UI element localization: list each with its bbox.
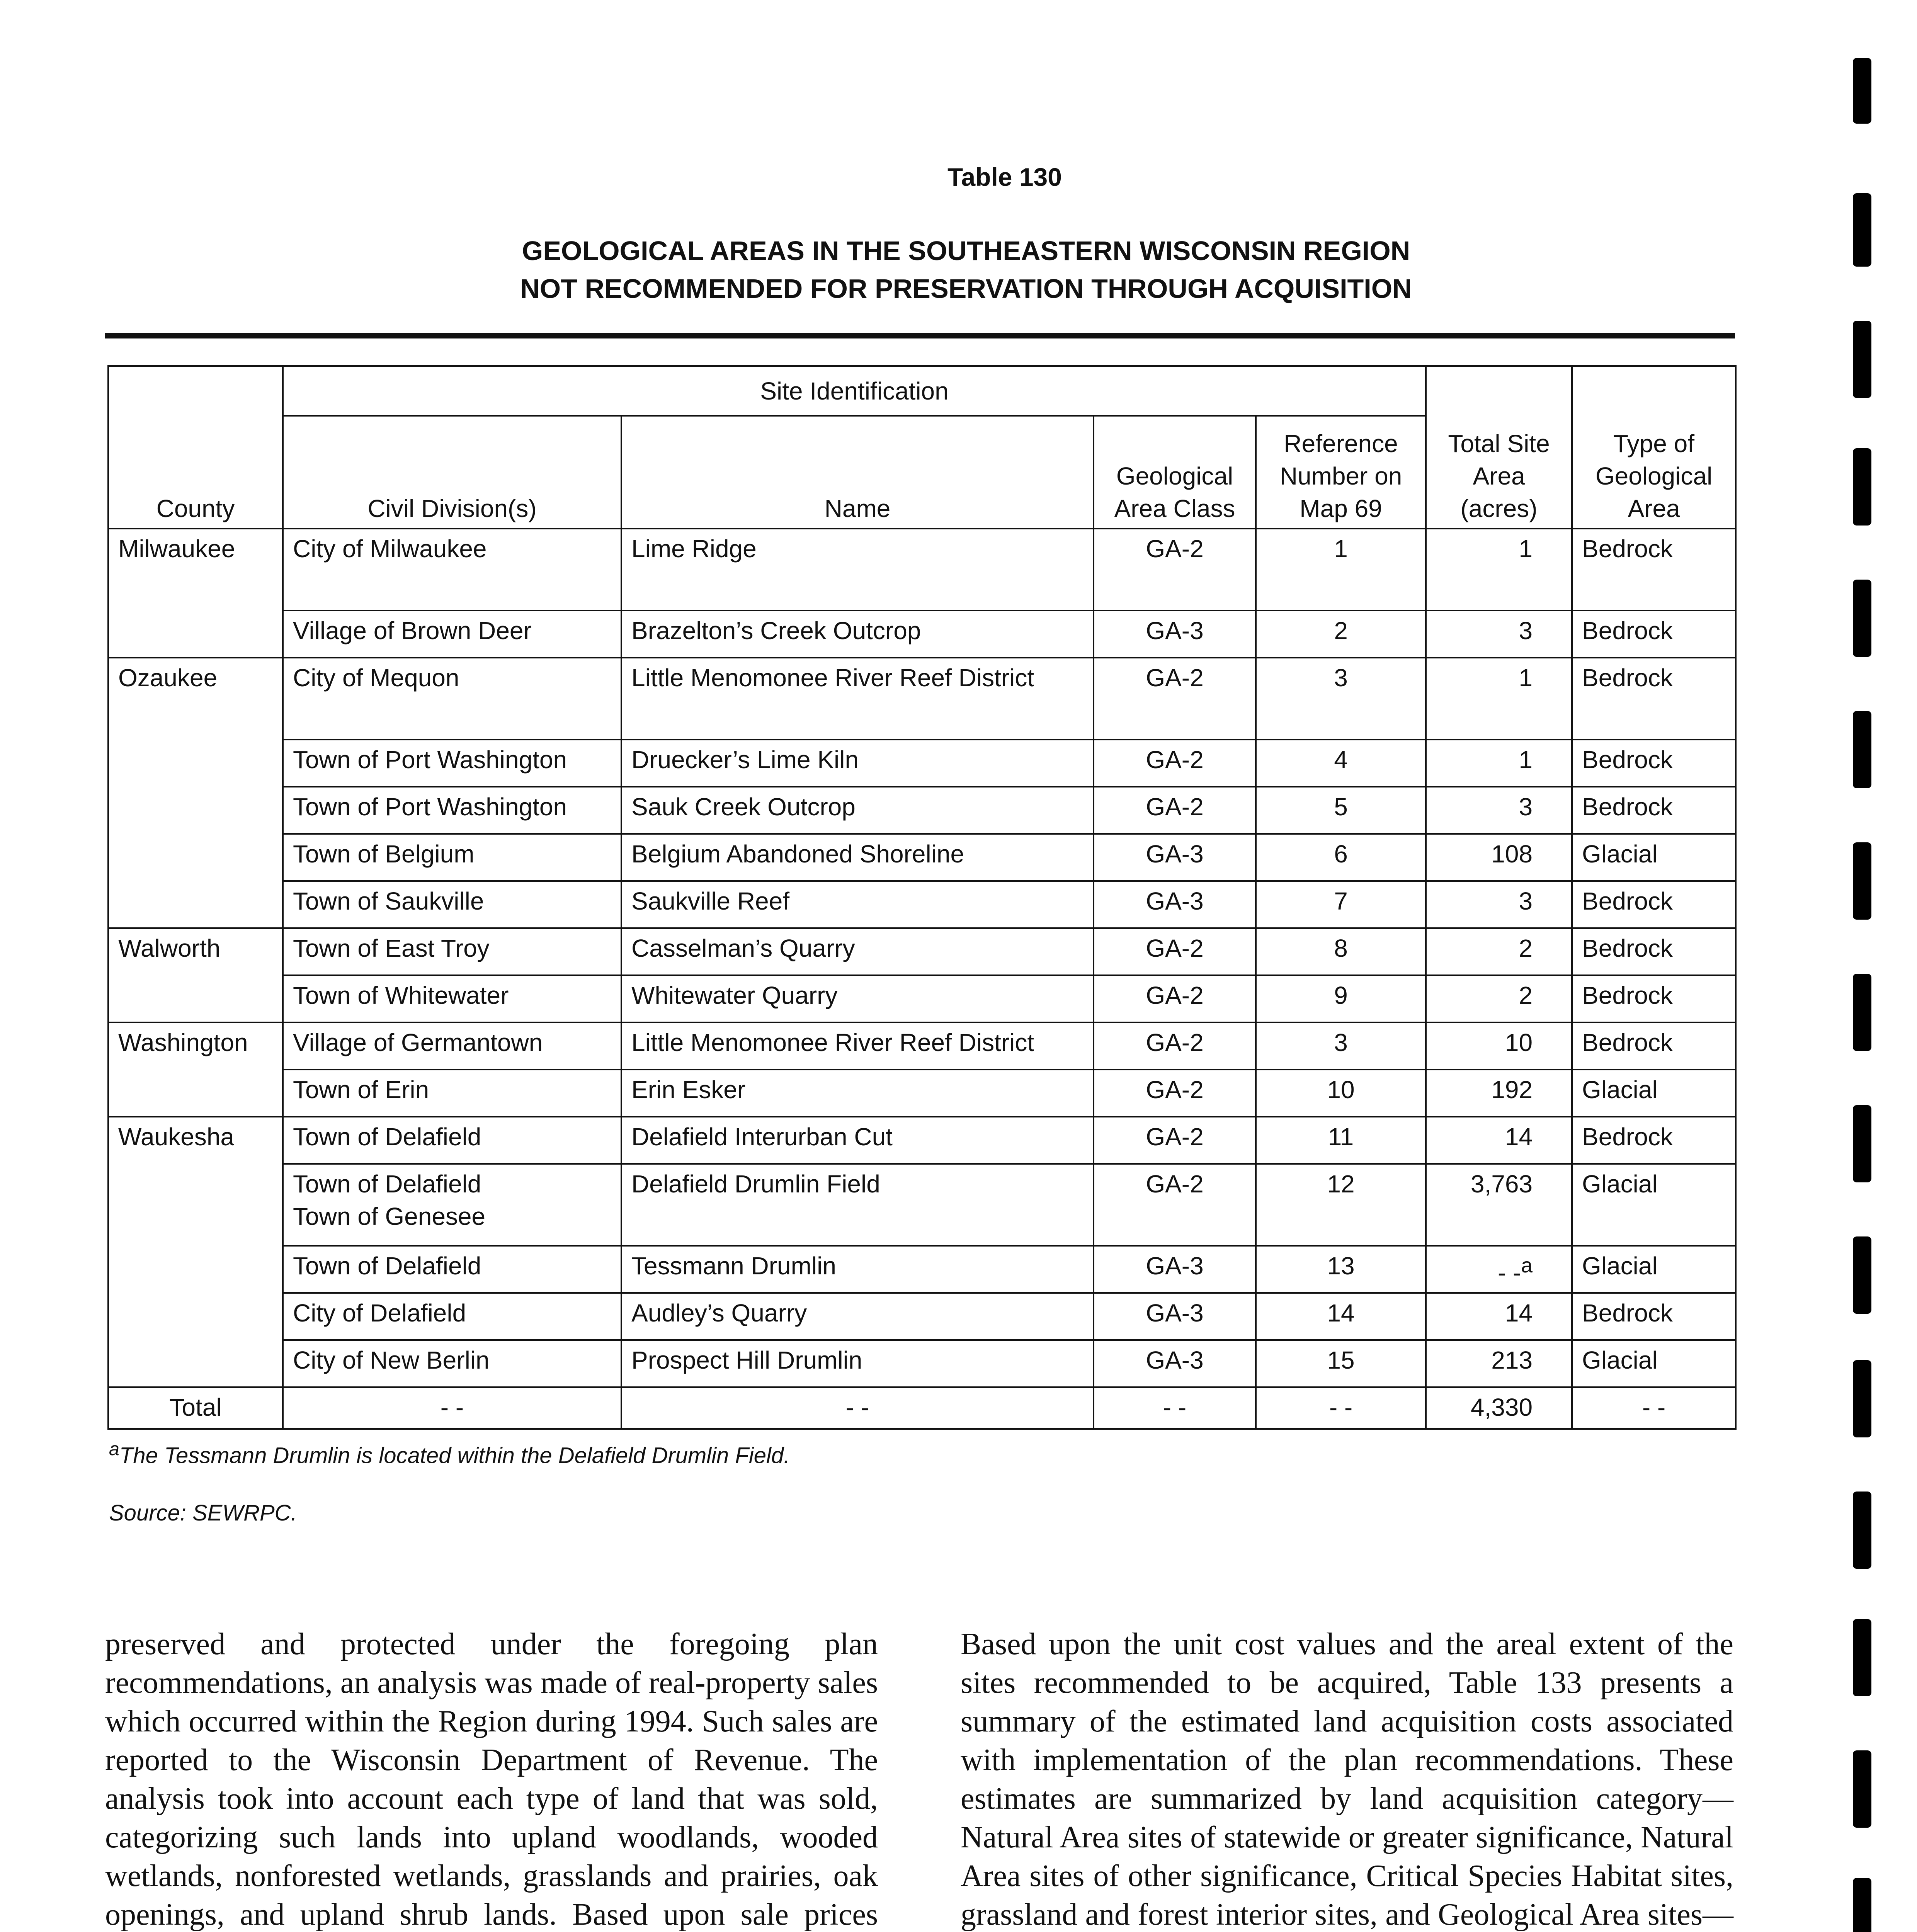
- title-rule: [105, 333, 1735, 338]
- cell-class: GA-2: [1094, 928, 1256, 975]
- table-footnote: [109, 1438, 790, 1468]
- header-site-identification: Site Identification: [283, 366, 1426, 416]
- cell-ref: 5: [1256, 787, 1426, 834]
- cell-area: 3: [1426, 881, 1572, 928]
- cell-county: [108, 611, 283, 658]
- cell-county: [108, 787, 283, 834]
- paragraph: preserved and protected under the foregoing plan recommendations, an analysis was made of real-property sales which occurred within the Region during 1994. Such sales are reported to the Wisconsin Department of Revenue. The analysis took into account each type of land that was sold, categorizing such lands into upland woodlands, wooded wetlands, nonforested wetlands, grasslands and prairies, oak openings, and upland shrub lands. Based upon sale prices: [105, 1627, 878, 1932]
- cell-ref: 4: [1256, 740, 1426, 787]
- header-site-area: Total Site Area (acres): [1426, 366, 1572, 529]
- cell-type: Bedrock: [1572, 740, 1736, 787]
- cell-area: 213: [1426, 1340, 1572, 1387]
- table-title-line-1: GEOLOGICAL AREAS IN THE SOUTHEASTERN WISCONSIN REGION: [522, 236, 1410, 266]
- cell-civil-line-2: Town of Genesee: [293, 1202, 486, 1230]
- cell-class: GA-3: [1094, 834, 1256, 881]
- cell-area: 1: [1426, 740, 1572, 787]
- table-row: [108, 1340, 1736, 1387]
- cell-name: Little Menomonee River Reef District: [621, 1022, 1094, 1070]
- scan-edge-mark: [1853, 58, 1871, 124]
- cell-name: Sauk Creek Outcrop: [621, 787, 1094, 834]
- cell-type: Bedrock: [1572, 1293, 1736, 1340]
- cell-name: Belgium Abandoned Shoreline: [621, 834, 1094, 881]
- cell-county: [108, 1246, 283, 1293]
- cell-ref: 13: [1256, 1246, 1426, 1293]
- table-row: [108, 1164, 1736, 1246]
- table-number: Table 130: [947, 163, 1062, 191]
- total-class: - -: [1094, 1387, 1256, 1429]
- cell-ref: 9: [1256, 975, 1426, 1022]
- header-civil-division: Civil Division(s): [283, 416, 621, 529]
- cell-civil: City of Milwaukee: [283, 529, 621, 611]
- cell-area: 1: [1426, 529, 1572, 611]
- cell-county: [108, 1293, 283, 1340]
- scan-edge-mark: [1853, 1619, 1871, 1696]
- cell-type: Bedrock: [1572, 529, 1736, 611]
- total-label: Total: [108, 1387, 283, 1429]
- total-area: 4,330: [1426, 1387, 1572, 1429]
- cell-class: GA-2: [1094, 529, 1256, 611]
- cell-county: [108, 975, 283, 1022]
- cell-civil: Town of Belgium: [283, 834, 621, 881]
- cell-county: [108, 1340, 283, 1387]
- scan-edge-mark: [1853, 1878, 1871, 1932]
- cell-ref: 6: [1256, 834, 1426, 881]
- table-row: [108, 881, 1736, 928]
- scan-edge-mark: [1853, 1750, 1871, 1828]
- cell-county: [108, 740, 283, 787]
- cell-class: GA-2: [1094, 658, 1256, 740]
- cell-area: 192: [1426, 1070, 1572, 1117]
- cell-civil: Town of Whitewater: [283, 975, 621, 1022]
- cell-ref: 7: [1256, 881, 1426, 928]
- cell-type: Glacial: [1572, 1070, 1736, 1117]
- cell-name: Casselman’s Quarry: [621, 928, 1094, 975]
- cell-area: 3: [1426, 611, 1572, 658]
- cell-county: Waukesha: [108, 1117, 283, 1164]
- total-ref: - -: [1256, 1387, 1426, 1429]
- cell-class: GA-3: [1094, 1246, 1256, 1293]
- scan-edge-mark: [1853, 580, 1871, 657]
- table-row: [108, 787, 1736, 834]
- cell-name: Saukville Reef: [621, 881, 1094, 928]
- total-civil: - -: [283, 1387, 621, 1429]
- cell-area: 2: [1426, 928, 1572, 975]
- scan-edge-mark: [1853, 1236, 1871, 1314]
- cell-type: Bedrock: [1572, 975, 1736, 1022]
- cell-name: Whitewater Quarry: [621, 975, 1094, 1022]
- cell-type: Glacial: [1572, 834, 1736, 881]
- cell-class: GA-2: [1094, 1164, 1256, 1246]
- scan-edge-mark: [1853, 711, 1871, 788]
- cell-type: Bedrock: [1572, 881, 1736, 928]
- cell-area: 108: [1426, 834, 1572, 881]
- header-reference: Reference Number on Map 69: [1256, 416, 1426, 529]
- table-row: [108, 740, 1736, 787]
- cell-name: Erin Esker: [621, 1070, 1094, 1117]
- paragraph: Based upon the unit cost values and the areal extent of the sites recommended to be acquired, Table 133 presents a summary of the estimated land acquisition costs associated with implementation of the plan recommendations. These estimates are summarized by land acquisition category—Natural Area sites of statewide or greater significance, Natural Area sites of other significance, Critical Species Habitat sites, grassland and forest interior sites, and Geological Area sites—: [961, 1627, 1733, 1932]
- scan-edge-mark: [1853, 974, 1871, 1051]
- cell-name: Delafield Drumlin Field: [621, 1164, 1094, 1246]
- cell-county: [108, 834, 283, 881]
- cell-county: Milwaukee: [108, 529, 283, 611]
- cell-type: Bedrock: [1572, 611, 1736, 658]
- cell-area-value: - -: [1497, 1259, 1521, 1287]
- total-row: [108, 1387, 1736, 1429]
- cell-county: Walworth: [108, 928, 283, 975]
- cell-type: Bedrock: [1572, 1022, 1736, 1070]
- cell-area: 2: [1426, 975, 1572, 1022]
- cell-civil-line-1: Town of Delafield: [293, 1170, 481, 1198]
- cell-area: 14: [1426, 1293, 1572, 1340]
- cell-area: [1426, 1246, 1572, 1293]
- cell-civil: Town of Delafield: [283, 1246, 621, 1293]
- cell-class: GA-3: [1094, 611, 1256, 658]
- scan-edge-mark: [1853, 448, 1871, 526]
- cell-civil: Village of Germantown: [283, 1022, 621, 1070]
- footnote-marker: a: [109, 1439, 119, 1459]
- header-county: County: [108, 366, 283, 529]
- cell-civil: Town of Port Washington: [283, 787, 621, 834]
- cell-ref: 15: [1256, 1340, 1426, 1387]
- cell-name: Little Menomonee River Reef District: [621, 658, 1094, 740]
- cell-ref: 3: [1256, 658, 1426, 740]
- cell-type: Bedrock: [1572, 928, 1736, 975]
- table-row: [108, 1246, 1736, 1293]
- table-row: [108, 1070, 1736, 1117]
- cell-name: Delafield Interurban Cut: [621, 1117, 1094, 1164]
- cell-name: Audley’s Quarry: [621, 1293, 1094, 1340]
- scan-edge-mark: [1853, 193, 1871, 267]
- scan-edge-mark: [1853, 1492, 1871, 1569]
- header-area-class: Geological Area Class: [1094, 416, 1256, 529]
- cell-ref: 8: [1256, 928, 1426, 975]
- cell-civil: City of New Berlin: [283, 1340, 621, 1387]
- table-row: [108, 529, 1736, 611]
- cell-class: GA-3: [1094, 881, 1256, 928]
- cell-type: Bedrock: [1572, 658, 1736, 740]
- cell-civil: [283, 1164, 621, 1246]
- cell-county: [108, 881, 283, 928]
- cell-class: GA-2: [1094, 740, 1256, 787]
- total-type: - -: [1572, 1387, 1736, 1429]
- cell-name: Tessmann Drumlin: [621, 1246, 1094, 1293]
- body-column-left: [105, 1625, 878, 1932]
- cell-county: Ozaukee: [108, 658, 283, 740]
- cell-civil: Town of Delafield: [283, 1117, 621, 1164]
- cell-ref: 10: [1256, 1070, 1426, 1117]
- footnote-text: The Tessmann Drumlin is located within the Delafield Drumlin Field.: [119, 1443, 790, 1468]
- table-row: [108, 658, 1736, 740]
- scan-edge-mark: [1853, 842, 1871, 920]
- cell-class: GA-2: [1094, 1070, 1256, 1117]
- cell-type: Glacial: [1572, 1340, 1736, 1387]
- cell-ref: 11: [1256, 1117, 1426, 1164]
- cell-civil: Town of East Troy: [283, 928, 621, 975]
- scan-edge-mark: [1853, 321, 1871, 398]
- cell-ref: 12: [1256, 1164, 1426, 1246]
- cell-area: 3: [1426, 787, 1572, 834]
- table-row: [108, 611, 1736, 658]
- cell-county: [108, 1070, 283, 1117]
- table-row: [108, 1117, 1736, 1164]
- cell-name: Prospect Hill Drumlin: [621, 1340, 1094, 1387]
- cell-type: Glacial: [1572, 1246, 1736, 1293]
- cell-civil: Village of Brown Deer: [283, 611, 621, 658]
- cell-civil: City of Mequon: [283, 658, 621, 740]
- geological-areas-table: [107, 365, 1737, 1430]
- scan-edge-mark: [1853, 1105, 1871, 1182]
- cell-civil: Town of Port Washington: [283, 740, 621, 787]
- cell-type: Bedrock: [1572, 1117, 1736, 1164]
- body-column-right: [961, 1625, 1733, 1932]
- cell-name: Druecker’s Lime Kiln: [621, 740, 1094, 787]
- table-title-line-2: NOT RECOMMENDED FOR PRESERVATION THROUGH ACQUISITION: [520, 274, 1412, 304]
- cell-civil: City of Delafield: [283, 1293, 621, 1340]
- cell-class: GA-3: [1094, 1293, 1256, 1340]
- cell-class: GA-2: [1094, 1022, 1256, 1070]
- cell-area: 14: [1426, 1117, 1572, 1164]
- table-row: [108, 1022, 1736, 1070]
- cell-county: Washington: [108, 1022, 283, 1070]
- cell-civil: Town of Erin: [283, 1070, 621, 1117]
- footnote-marker: a: [1521, 1254, 1533, 1277]
- table-row: [108, 1293, 1736, 1340]
- cell-area: 10: [1426, 1022, 1572, 1070]
- cell-name: Lime Ridge: [621, 529, 1094, 611]
- cell-ref: 2: [1256, 611, 1426, 658]
- total-name: - -: [621, 1387, 1094, 1429]
- table-source: Source: SEWRPC.: [109, 1500, 297, 1526]
- cell-type: Bedrock: [1572, 787, 1736, 834]
- cell-name: Brazelton’s Creek Outcrop: [621, 611, 1094, 658]
- cell-ref: 14: [1256, 1293, 1426, 1340]
- cell-area: 3,763: [1426, 1164, 1572, 1246]
- cell-class: GA-3: [1094, 1340, 1256, 1387]
- cell-type: Glacial: [1572, 1164, 1736, 1246]
- cell-civil: Town of Saukville: [283, 881, 621, 928]
- header-type: Type of Geological Area: [1572, 366, 1736, 529]
- cell-class: GA-2: [1094, 975, 1256, 1022]
- cell-ref: 3: [1256, 1022, 1426, 1070]
- table-row: [108, 975, 1736, 1022]
- cell-class: GA-2: [1094, 1117, 1256, 1164]
- cell-ref: 1: [1256, 529, 1426, 611]
- header-name: Name: [621, 416, 1094, 529]
- cell-county: [108, 1164, 283, 1246]
- table-row: [108, 928, 1736, 975]
- cell-class: GA-2: [1094, 787, 1256, 834]
- table-title: [270, 232, 1662, 308]
- scan-edge-mark: [1853, 1360, 1871, 1437]
- cell-area: 1: [1426, 658, 1572, 740]
- table-row: [108, 834, 1736, 881]
